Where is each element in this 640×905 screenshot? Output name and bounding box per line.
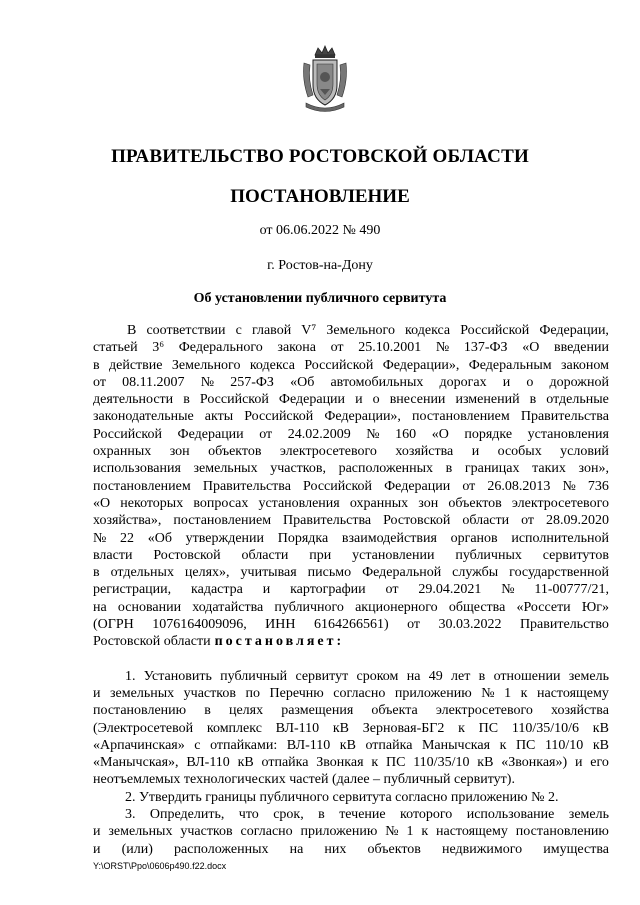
word: кВ — [237, 755, 254, 771]
word: публичных — [455, 547, 522, 563]
word: введении — [553, 340, 609, 356]
word: объектов — [208, 444, 262, 460]
word: хозяйства — [551, 703, 609, 719]
word: охранных — [93, 444, 152, 460]
word: в — [93, 357, 100, 373]
word: 110/10 — [544, 737, 584, 753]
word: границах — [464, 461, 520, 477]
word: акты — [204, 409, 234, 425]
word: согласно — [333, 685, 386, 701]
word: отдельных — [110, 565, 174, 581]
word: кодекса — [405, 323, 451, 338]
word: 08.11.2007 — [122, 374, 185, 390]
word: Манычская — [421, 737, 491, 753]
word: земель — [568, 668, 609, 684]
text-line — [93, 599, 609, 616]
word: 160 — [395, 426, 417, 442]
word: в — [529, 392, 537, 408]
word: 49 — [428, 668, 443, 684]
word: участков — [180, 824, 233, 840]
word: власти — [93, 547, 133, 563]
word: настоящему — [537, 685, 609, 701]
text-line — [93, 702, 609, 719]
text-line — [93, 720, 609, 737]
document-type-title: ПОСТАНОВЛЕНИЕ — [230, 186, 410, 207]
word: целях — [228, 703, 264, 719]
word: в — [183, 392, 190, 408]
word: земельных — [193, 461, 258, 477]
word: срок, — [273, 807, 304, 823]
word: от — [407, 617, 421, 633]
word: земель — [568, 807, 609, 823]
word: Земельного — [326, 323, 395, 338]
word: зон — [418, 495, 439, 511]
word: ПС — [385, 755, 406, 771]
word: «О — [522, 340, 540, 356]
word: установления — [258, 495, 340, 511]
word: в — [478, 668, 486, 684]
word: с — [235, 323, 242, 338]
word: и — [502, 374, 511, 390]
word: кВ — [592, 737, 609, 753]
text-line — [93, 547, 609, 564]
document-city: г. Ростов-на-Дону — [267, 258, 373, 273]
word: автомобильных — [330, 374, 424, 390]
word: электросетевого — [279, 444, 377, 460]
word: земельных — [110, 685, 175, 701]
word: «Россети — [516, 599, 571, 615]
word: приложению — [394, 685, 472, 701]
word: согласно — [240, 824, 293, 840]
word: вопросах — [193, 495, 249, 511]
word: Российской — [199, 392, 269, 408]
word: 736 — [587, 478, 609, 494]
word: 22 — [120, 530, 135, 546]
word: к — [371, 755, 379, 771]
word: Звонкая — [316, 755, 364, 771]
item-1-last-line — [93, 771, 609, 788]
word: законом — [561, 357, 609, 373]
word: сроком — [356, 668, 399, 684]
item-2-text: 2. Утвердить границы публичного сервитута согласно приложению № 2. — [125, 789, 559, 805]
word: акционерного — [355, 599, 438, 615]
word: Федерации», — [324, 409, 401, 425]
word: № — [200, 374, 215, 390]
text-line — [93, 495, 609, 512]
preamble-last-text: Ростовской области — [93, 634, 211, 650]
word: Федерации, — [539, 323, 609, 338]
word: в — [445, 461, 453, 477]
word: Порядка — [277, 530, 329, 546]
word: сервитутов — [542, 547, 609, 563]
text-line — [93, 841, 609, 858]
word: Федерации — [177, 426, 244, 442]
word: отпайка — [365, 737, 413, 753]
word: и — [355, 392, 363, 408]
word: 6164266561) — [313, 617, 389, 633]
word: ВЛ-110 — [186, 755, 230, 771]
word: недвижимого — [442, 841, 523, 857]
word: закона — [277, 340, 316, 356]
word: от — [385, 582, 399, 598]
word: действие — [109, 357, 163, 373]
word: 29.04.2021 — [418, 582, 482, 598]
word: Федерации», — [382, 357, 460, 373]
text-line — [93, 530, 609, 547]
word: постановлению — [93, 703, 187, 719]
word: в — [204, 703, 211, 719]
text-line — [93, 426, 609, 443]
word: (или) — [121, 841, 153, 857]
organization-title: ПРАВИТЕЛЬСТВО РОСТОВСКОЙ ОБЛАСТИ — [111, 146, 529, 167]
word: на — [289, 841, 304, 857]
word: в — [93, 565, 100, 581]
word: ВЛ-110 — [286, 737, 331, 753]
word: дорогах — [439, 374, 487, 390]
word: области — [462, 513, 510, 529]
word: ИНН — [265, 617, 296, 633]
word: и — [93, 685, 101, 701]
text-line — [93, 737, 609, 754]
word: «Об — [290, 374, 315, 390]
word: Федерации — [278, 392, 346, 408]
word: публичный — [220, 668, 288, 684]
word: исполнительной — [511, 530, 609, 546]
word: особых — [497, 444, 542, 460]
word: соответствии — [146, 323, 226, 338]
word: с — [194, 737, 201, 753]
word: отношении — [493, 668, 561, 684]
word: от — [93, 374, 106, 390]
word: кадастра — [191, 582, 243, 598]
word: 28.09.2020 — [545, 513, 609, 529]
word: № — [385, 824, 399, 840]
word: охранных — [349, 495, 409, 511]
word: «Об — [147, 530, 172, 546]
word: его — [590, 755, 609, 771]
word: сервитут — [295, 668, 349, 684]
text-line — [93, 357, 609, 374]
text-line — [93, 339, 609, 356]
word: течение — [339, 807, 386, 823]
word: изменений — [455, 392, 520, 408]
text-line — [93, 374, 609, 391]
word: взаимодействия — [341, 530, 437, 546]
word: 1. — [125, 668, 136, 684]
word: целях», — [184, 565, 230, 581]
word: Российской — [93, 426, 162, 442]
word: основании — [117, 599, 182, 615]
word: Российской — [460, 323, 530, 338]
word: к — [421, 824, 429, 840]
word: статьей — [93, 340, 138, 356]
text-line — [93, 443, 609, 460]
text-line — [93, 754, 609, 771]
word: ходатайства — [192, 599, 264, 615]
word: деятельности — [93, 392, 174, 408]
word: объектов — [448, 495, 502, 511]
word: Определить, — [149, 807, 225, 823]
word: № — [93, 530, 107, 546]
text-line — [93, 460, 609, 477]
word: 257-ФЗ — [230, 374, 274, 390]
word: зон», — [578, 461, 609, 477]
word: к — [499, 737, 507, 753]
word: таких — [532, 461, 566, 477]
text-line — [93, 564, 609, 581]
word: 24.02.2009 — [287, 426, 351, 442]
word: к — [458, 720, 465, 736]
word: в — [318, 807, 325, 823]
word: Установить — [143, 668, 212, 684]
word: главой — [251, 323, 292, 338]
word: постановлению — [515, 824, 609, 840]
word: Федерального — [178, 340, 263, 356]
word: Федеральным — [468, 357, 552, 373]
word: Перечню — [269, 685, 324, 701]
preamble-last-line — [93, 633, 609, 650]
document-date-number: от 06.06.2022 № 490 — [259, 223, 381, 238]
item-1-paragraph — [93, 668, 609, 772]
word: участков, — [270, 461, 326, 477]
word: кВ — [339, 737, 356, 753]
word: и — [93, 841, 101, 857]
word: государственной — [509, 565, 609, 581]
word: 137-ФЗ — [463, 340, 508, 356]
word: № — [501, 582, 515, 598]
file-path-footer: Y:\ORST\Ppo\0606p490.f22.docx — [93, 861, 227, 871]
word: них — [324, 841, 347, 857]
word: 3. — [125, 807, 136, 823]
word: Федерации — [384, 478, 451, 494]
word: от — [462, 478, 476, 494]
word: «О — [93, 495, 111, 511]
item-2-line — [93, 789, 609, 806]
word: по — [245, 685, 260, 701]
word: о — [526, 374, 534, 390]
word: ПС — [515, 737, 536, 753]
text-line — [93, 408, 609, 425]
word: хозяйства — [395, 444, 454, 460]
word: порядке — [464, 426, 513, 442]
decree-word: постановляет: — [214, 634, 345, 650]
word: и — [93, 824, 101, 840]
word: 110/35/10 — [413, 755, 470, 771]
word: 3⁶ — [152, 340, 165, 356]
word: отпайками: — [210, 737, 278, 753]
word: 30.03.2022 — [438, 617, 502, 633]
word: о — [372, 392, 380, 408]
text-line — [93, 391, 609, 408]
word: отпайка — [261, 755, 309, 771]
word: «О — [431, 426, 449, 442]
word: службы — [452, 565, 499, 581]
word: Правительства — [283, 513, 372, 529]
text-line — [93, 616, 609, 633]
word: дорожной — [549, 374, 609, 390]
word: объектов — [367, 841, 421, 857]
word: «Манычская», — [93, 755, 179, 771]
word: № — [481, 685, 495, 701]
word: 11-00777/21, — [534, 582, 609, 598]
word: (ОГРН — [93, 617, 134, 633]
word: ВЛ-110 — [275, 720, 320, 736]
word: от — [521, 513, 535, 529]
word: расположенных — [174, 841, 269, 857]
word: № — [435, 340, 450, 356]
word: кодекса — [249, 357, 295, 373]
word: картографии — [290, 582, 366, 598]
item-3-paragraph — [93, 806, 609, 858]
word: Российской — [244, 409, 314, 425]
word: № — [562, 478, 576, 494]
word: Российской — [304, 357, 374, 373]
word: 110/35/10/6 — [511, 720, 580, 736]
word: электросетевого — [435, 703, 533, 719]
text-line — [93, 322, 609, 339]
word: расположенных — [338, 461, 434, 477]
word: использование — [466, 807, 555, 823]
word: хозяйства», — [93, 513, 162, 529]
text-line — [93, 668, 609, 685]
word: Российской — [303, 478, 373, 494]
text-line — [93, 823, 609, 840]
word: (Электросетевой — [93, 720, 194, 736]
word: при — [309, 547, 332, 563]
word: № — [366, 426, 380, 442]
word: учитывая — [240, 565, 297, 581]
word: области — [241, 547, 289, 563]
word: «Звонкая») — [501, 755, 568, 771]
word: участков — [183, 685, 236, 701]
word: публичного — [274, 599, 344, 615]
word: письмо — [307, 565, 352, 581]
word: от — [330, 340, 344, 356]
word: внесении — [389, 392, 446, 408]
word: Юг» — [581, 599, 609, 615]
word: некоторых — [120, 495, 184, 511]
word: электросетевого — [511, 495, 609, 511]
preamble-paragraph — [93, 322, 609, 633]
word: к — [520, 685, 528, 701]
word: 1 — [504, 685, 512, 701]
word: Правительства — [520, 409, 609, 425]
word: кВ — [332, 720, 350, 736]
word: постановлением — [173, 513, 272, 529]
word: Правительство — [519, 617, 609, 633]
word: отдельные — [546, 392, 609, 408]
word: приложению — [300, 824, 378, 840]
word: и — [262, 582, 271, 598]
word: регистрации, — [93, 582, 172, 598]
text-line — [93, 478, 609, 495]
word: комплекс — [206, 720, 262, 736]
word: V⁷ — [301, 323, 317, 338]
word: постановлением — [412, 409, 510, 425]
item-1-last-text: неотъемлемых технологических частей (далее – публичный сервитут). — [93, 772, 515, 788]
word: условий — [560, 444, 609, 460]
coat-of-arms-icon — [300, 45, 350, 115]
word: на — [406, 668, 421, 684]
word: органов — [450, 530, 498, 546]
text-line — [93, 806, 609, 823]
word: 1 — [406, 824, 414, 840]
word: размещения — [281, 703, 354, 719]
word: ПС — [478, 720, 499, 736]
word: кВ — [477, 755, 494, 771]
document-subject: Об установлении публичного сервитута — [193, 291, 447, 306]
word: «Арпачинская» — [93, 737, 185, 753]
word: постановлением — [93, 478, 191, 494]
text-line — [93, 685, 609, 702]
word: установления — [527, 426, 609, 442]
word: утверждении — [185, 530, 265, 546]
word: 1076164009096, — [152, 617, 247, 633]
word: общества — [448, 599, 506, 615]
word: земельных — [108, 824, 173, 840]
word: объекта — [371, 703, 418, 719]
word: от — [259, 426, 273, 442]
word: которого — [400, 807, 453, 823]
word: на — [93, 599, 107, 615]
word: кВ — [592, 720, 609, 736]
word: и — [471, 444, 480, 460]
word: настоящему — [436, 824, 508, 840]
word: Федеральной — [362, 565, 442, 581]
word: установлении — [352, 547, 435, 563]
text-line — [93, 581, 609, 598]
word: Ростовской — [383, 513, 451, 529]
word: Правительства — [202, 478, 291, 494]
word: что — [238, 807, 259, 823]
word: В — [127, 323, 137, 338]
document-body — [93, 322, 609, 858]
word: 25.10.2001 — [358, 340, 422, 356]
word: имущества — [543, 841, 609, 857]
word: лет — [451, 668, 471, 684]
word: Земельного — [171, 357, 241, 373]
word: 26.08.2013 — [487, 478, 551, 494]
word: зон — [169, 444, 190, 460]
word: и — [574, 755, 583, 771]
word: использования — [93, 461, 181, 477]
word: законодательные — [93, 409, 194, 425]
word: Зерновая-БГ2 — [362, 720, 445, 736]
word: Ростовской — [153, 547, 221, 563]
text-line — [93, 512, 609, 529]
